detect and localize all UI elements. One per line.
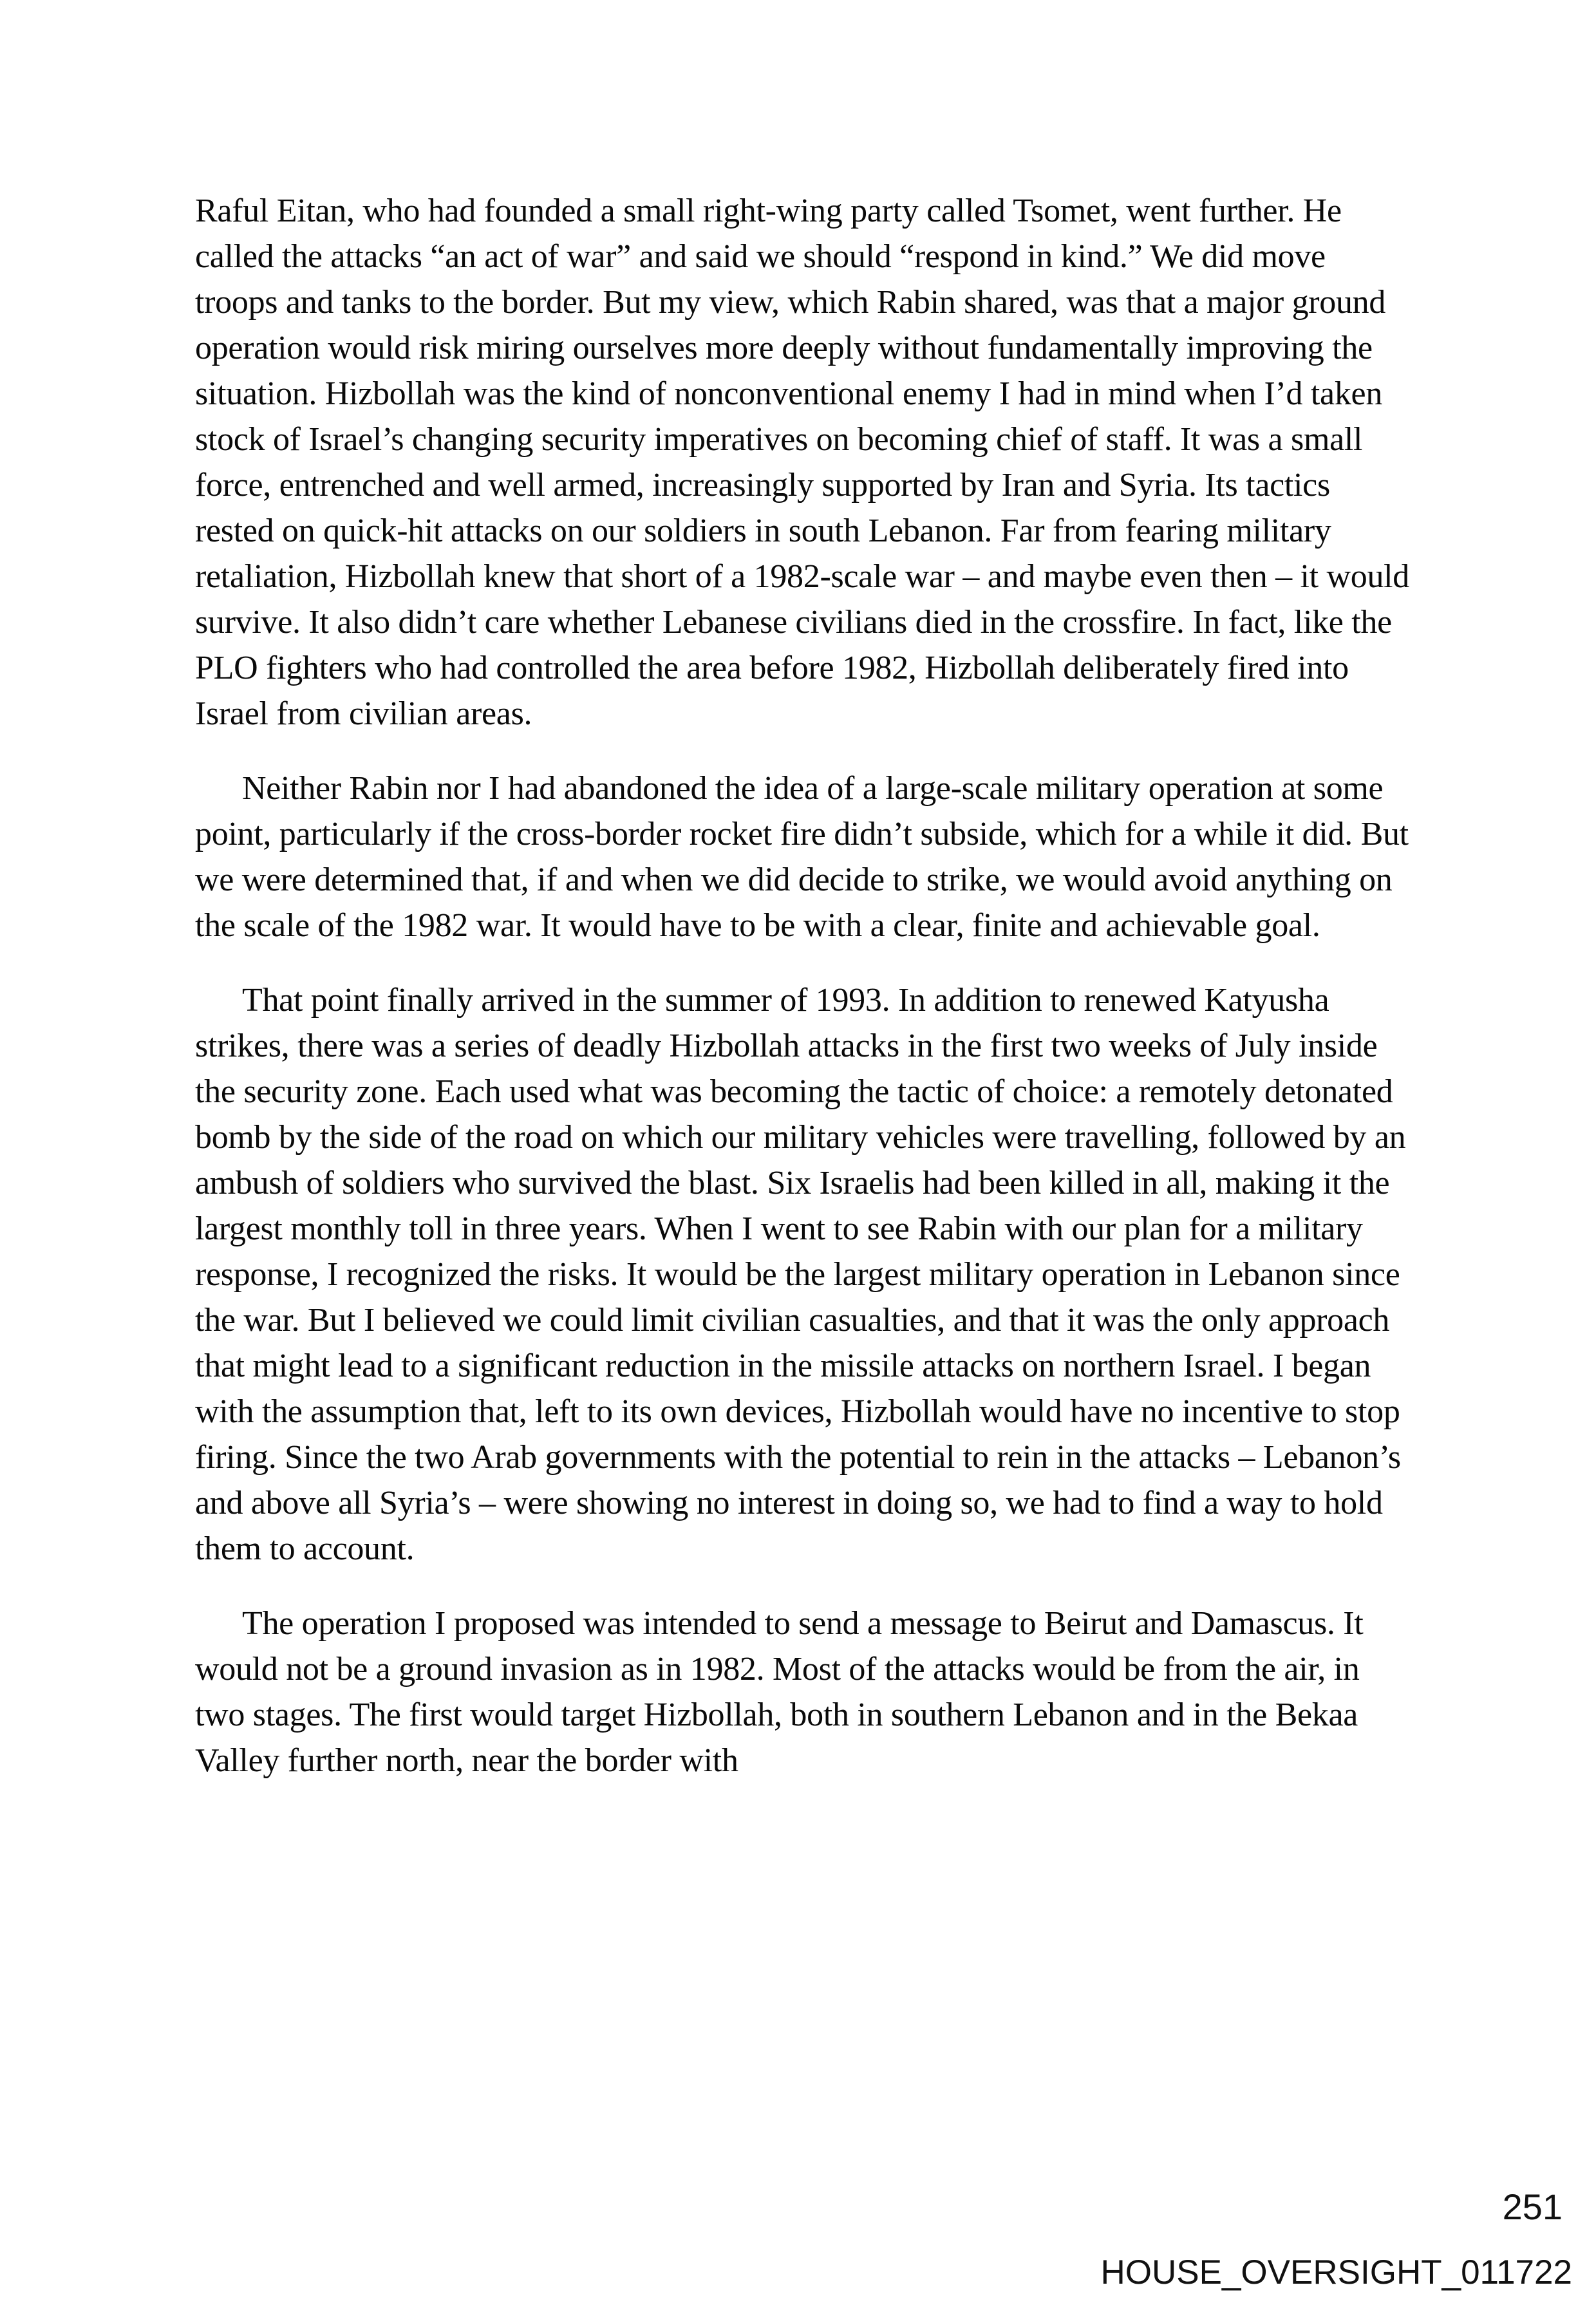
paragraph-1: Raful Eitan, who had founded a small right-wing party called Tsomet, went further. He called the attacks “an act of war” and said we should “respond in kind.” We did move troops and tanks to the border. But my view, which Rabin shared, was that a major ground operation would risk miring ourselves more deeply without fundamentally improving the situation. Hizbollah was the kind of nonconventional enemy I had in mind when I’d taken stock of Israel’s changing security imperatives on becoming chief of staff. It was a small force, entrenched and well armed, increasingly supported by Iran and Syria. Its tactics rested on quick-hit attacks on our soldiers in south Lebanon. Far from fearing military retaliation, Hizbollah knew that short of a 1982-scale war – and maybe even then – it would survive. It also didn’t care whether Lebanese civilians died in the crossfire. In fact, like the PLO fighters who had controlled the area before 1982, Hizbollah deliberately fired into Israel from civilian areas.: [195, 193, 1410, 732]
page-body: [195, 188, 1413, 1783]
paragraph-3: That point finally arrived in the summer of 1993. In addition to renewed Katyusha strikes, there was a series of deadly Hizbollah attacks in the first two weeks of July inside the security zone. Each used what was becoming the tactic of choice: a remotely detonated bomb by the side of the road on which our military vehicles were travelling, followed by an ambush of soldiers who survived the blast. Six Israelis had been killed in all, making it the largest monthly toll in three years. When I went to see Rabin with our plan for a military response, I recognized the risks. It would be the largest military operation in Lebanon since the war. But I believed we could limit civilian casualties, and that it was the only approach that might lead to a significant reduction in the missile attacks on northern Israel. I began with the assumption that, left to its own devices, Hizbollah would have no incentive to stop firing. Since the two Arab governments with the potential to rein in the attacks – Lebanon’s and above all Syria’s – were showing no interest in doing so, we had to find a way to hold them to account.: [195, 982, 1406, 1567]
bates-stamp: HOUSE_OVERSIGHT_011722: [1100, 2253, 1572, 2291]
paragraph-2: Neither Rabin nor I had abandoned the idea of a large-scale military operation at some point, particularly if the cross-border rocket fire didn’t subside, which for a while it did. But we were determined that, if and when we did decide to strike, we would avoid anything on the scale of the 1982 war. It would have to be with a clear, finite and achievable goal.: [195, 770, 1409, 944]
page-number: 251: [1502, 2186, 1563, 2227]
paragraph-4: The operation I proposed was intended to send a message to Beirut and Damascus. It would not be a ground invasion as in 1982. Most of the attacks would be from the air, in two stages. The first would target Hizbollah, both in southern Lebanon and in the Bekaa Valley further north, near the border with: [195, 1605, 1364, 1779]
